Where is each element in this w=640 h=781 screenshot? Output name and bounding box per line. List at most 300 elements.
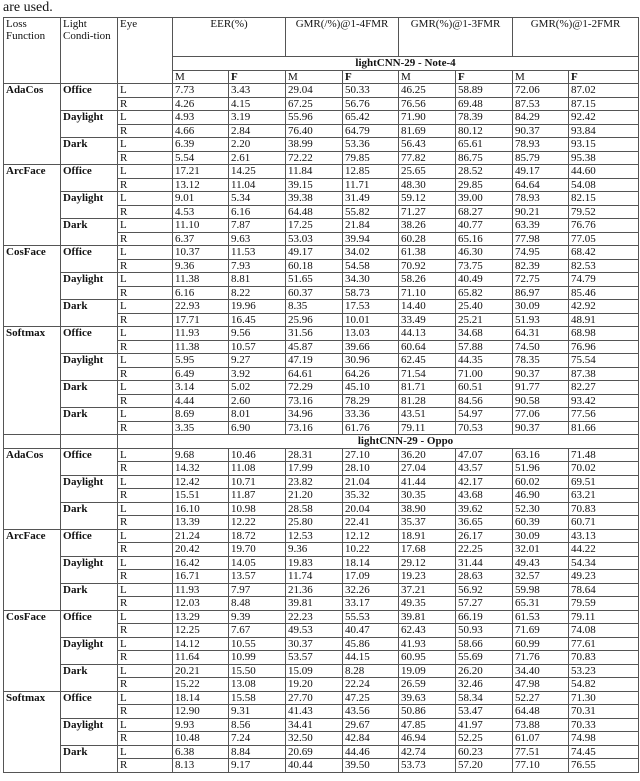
- value-cell: 71.00: [456, 367, 513, 381]
- value-cell: 86.97: [513, 286, 569, 300]
- value-cell: 11.08: [229, 462, 286, 476]
- value-cell: 31.56: [286, 327, 343, 341]
- value-cell: 7.24: [229, 732, 286, 746]
- header-gmr-1e-4: GMR(/%)@1-4FMR: [286, 18, 399, 57]
- value-cell: 9.27: [229, 354, 286, 368]
- light-condition-cell: Office: [61, 84, 118, 111]
- value-cell: 79.11: [569, 610, 639, 624]
- value-cell: 56.43: [399, 138, 456, 152]
- value-cell: 84.29: [513, 111, 569, 125]
- table-row: [4, 475, 639, 489]
- header-sex-f: F: [229, 70, 286, 84]
- value-cell: 78.93: [513, 138, 569, 152]
- light-condition-cell: Dark: [61, 138, 118, 165]
- value-cell: 68.98: [569, 327, 639, 341]
- value-cell: 12.90: [173, 705, 229, 719]
- value-cell: 22.41: [343, 516, 399, 530]
- value-cell: 77.98: [513, 232, 569, 246]
- value-cell: 41.93: [399, 637, 456, 651]
- value-cell: 7.93: [229, 259, 286, 273]
- value-cell: 11.10: [173, 219, 229, 233]
- value-cell: 17.21: [173, 165, 229, 179]
- value-cell: 47.25: [343, 691, 399, 705]
- value-cell: 2.61: [229, 151, 286, 165]
- value-cell: 66.19: [456, 610, 513, 624]
- light-condition-cell: Daylight: [61, 111, 118, 138]
- value-cell: 44.13: [399, 327, 456, 341]
- value-cell: 8.69: [173, 408, 229, 422]
- value-cell: 32.01: [513, 543, 569, 557]
- value-cell: 10.98: [229, 502, 286, 516]
- light-condition-cell: Daylight: [61, 637, 118, 664]
- value-cell: 81.69: [399, 124, 456, 138]
- table-row: [4, 408, 639, 422]
- value-cell: 25.65: [399, 165, 456, 179]
- value-cell: 32.26: [343, 583, 399, 597]
- value-cell: 10.46: [229, 448, 286, 462]
- value-cell: 25.80: [286, 516, 343, 530]
- eye-cell: L: [118, 111, 173, 125]
- value-cell: 10.57: [229, 340, 286, 354]
- value-cell: 60.37: [286, 286, 343, 300]
- value-cell: 32.46: [456, 678, 513, 692]
- light-condition-cell: Office: [61, 165, 118, 192]
- eye-cell: L: [118, 84, 173, 98]
- value-cell: 28.63: [456, 570, 513, 584]
- value-cell: 11.74: [286, 570, 343, 584]
- header-sex-m: M: [399, 70, 456, 84]
- value-cell: 49.53: [286, 624, 343, 638]
- value-cell: 46.25: [399, 84, 456, 98]
- value-cell: 51.96: [513, 462, 569, 476]
- loss-function-cell: AdaCos: [4, 84, 61, 165]
- value-cell: 70.31: [569, 705, 639, 719]
- value-cell: 79.52: [569, 205, 639, 219]
- value-cell: 9.39: [229, 610, 286, 624]
- value-cell: 15.50: [229, 664, 286, 678]
- section-title-note4: lightCNN-29 - Note-4: [173, 57, 639, 71]
- value-cell: 82.39: [513, 259, 569, 273]
- value-cell: 46.30: [456, 246, 513, 260]
- value-cell: 76.56: [399, 97, 456, 111]
- value-cell: 79.11: [399, 421, 456, 435]
- value-cell: 60.64: [399, 340, 456, 354]
- value-cell: 8.22: [229, 286, 286, 300]
- table-row: [4, 300, 639, 314]
- light-condition-cell: Office: [61, 529, 118, 556]
- eye-cell: L: [118, 192, 173, 206]
- value-cell: 39.62: [456, 502, 513, 516]
- value-cell: 12.03: [173, 597, 229, 611]
- value-cell: 22.24: [343, 678, 399, 692]
- value-cell: 58.26: [399, 273, 456, 287]
- value-cell: 33.17: [343, 597, 399, 611]
- empty-cell: [4, 435, 61, 449]
- value-cell: 56.76: [343, 97, 399, 111]
- value-cell: 32.57: [513, 570, 569, 584]
- eye-cell: L: [118, 637, 173, 651]
- value-cell: 12.12: [343, 529, 399, 543]
- value-cell: 51.65: [286, 273, 343, 287]
- value-cell: 10.99: [229, 651, 286, 665]
- value-cell: 55.82: [343, 205, 399, 219]
- light-condition-cell: Daylight: [61, 475, 118, 502]
- value-cell: 55.69: [456, 651, 513, 665]
- value-cell: 3.14: [173, 381, 229, 395]
- value-cell: 43.57: [456, 462, 513, 476]
- value-cell: 30.96: [343, 354, 399, 368]
- value-cell: 28.52: [456, 165, 513, 179]
- value-cell: 8.01: [229, 408, 286, 422]
- value-cell: 58.66: [456, 637, 513, 651]
- value-cell: 69.48: [456, 97, 513, 111]
- value-cell: 11.87: [229, 489, 286, 503]
- value-cell: 77.10: [513, 759, 569, 773]
- value-cell: 13.57: [229, 570, 286, 584]
- light-condition-cell: Office: [61, 448, 118, 475]
- value-cell: 70.53: [456, 421, 513, 435]
- value-cell: 80.12: [456, 124, 513, 138]
- value-cell: 82.53: [569, 259, 639, 273]
- header-eye: Eye: [118, 18, 173, 84]
- value-cell: 4.15: [229, 97, 286, 111]
- value-cell: 36.20: [399, 448, 456, 462]
- value-cell: 28.31: [286, 448, 343, 462]
- header-sex-f: F: [569, 70, 639, 84]
- value-cell: 19.23: [399, 570, 456, 584]
- value-cell: 53.03: [286, 232, 343, 246]
- value-cell: 15.58: [229, 691, 286, 705]
- eye-cell: L: [118, 583, 173, 597]
- value-cell: 72.06: [513, 84, 569, 98]
- value-cell: 78.64: [569, 583, 639, 597]
- value-cell: 14.40: [399, 300, 456, 314]
- value-cell: 3.35: [173, 421, 229, 435]
- value-cell: 72.29: [286, 381, 343, 395]
- value-cell: 60.95: [399, 651, 456, 665]
- empty-cell: [118, 435, 173, 449]
- value-cell: 58.89: [456, 84, 513, 98]
- value-cell: 49.35: [399, 597, 456, 611]
- value-cell: 27.10: [343, 448, 399, 462]
- eye-cell: R: [118, 394, 173, 408]
- value-cell: 79.59: [569, 597, 639, 611]
- value-cell: 29.67: [343, 718, 399, 732]
- value-cell: 34.68: [456, 327, 513, 341]
- value-cell: 17.71: [173, 313, 229, 327]
- value-cell: 64.48: [286, 205, 343, 219]
- value-cell: 57.20: [456, 759, 513, 773]
- value-cell: 50.93: [456, 624, 513, 638]
- value-cell: 86.75: [456, 151, 513, 165]
- value-cell: 67.25: [286, 97, 343, 111]
- value-cell: 40.77: [456, 219, 513, 233]
- table-row: [4, 583, 639, 597]
- value-cell: 53.36: [343, 138, 399, 152]
- light-condition-cell: Daylight: [61, 273, 118, 300]
- value-cell: 60.23: [456, 745, 513, 759]
- value-cell: 3.43: [229, 84, 286, 98]
- value-cell: 20.69: [286, 745, 343, 759]
- eye-cell: R: [118, 732, 173, 746]
- value-cell: 52.25: [456, 732, 513, 746]
- value-cell: 5.34: [229, 192, 286, 206]
- value-cell: 20.42: [173, 543, 229, 557]
- eye-cell: L: [118, 165, 173, 179]
- value-cell: 60.71: [569, 516, 639, 530]
- caption-text: are used.: [3, 0, 53, 15]
- value-cell: 60.51: [456, 381, 513, 395]
- loss-function-cell: CosFace: [4, 610, 61, 691]
- value-cell: 11.38: [173, 273, 229, 287]
- value-cell: 60.28: [399, 232, 456, 246]
- value-cell: 44.46: [343, 745, 399, 759]
- value-cell: 63.39: [513, 219, 569, 233]
- value-cell: 28.10: [343, 462, 399, 476]
- eye-cell: R: [118, 286, 173, 300]
- value-cell: 17.68: [399, 543, 456, 557]
- eye-cell: R: [118, 124, 173, 138]
- eye-cell: R: [118, 178, 173, 192]
- value-cell: 71.10: [399, 286, 456, 300]
- value-cell: 84.56: [456, 394, 513, 408]
- value-cell: 61.38: [399, 246, 456, 260]
- value-cell: 38.99: [286, 138, 343, 152]
- value-cell: 91.77: [513, 381, 569, 395]
- value-cell: 93.84: [569, 124, 639, 138]
- value-cell: 18.14: [343, 556, 399, 570]
- value-cell: 33.36: [343, 408, 399, 422]
- value-cell: 39.15: [286, 178, 343, 192]
- loss-function-cell: Softmax: [4, 327, 61, 435]
- value-cell: 39.00: [456, 192, 513, 206]
- value-cell: 77.51: [513, 745, 569, 759]
- value-cell: 19.83: [286, 556, 343, 570]
- light-condition-cell: Dark: [61, 408, 118, 435]
- value-cell: 8.13: [173, 759, 229, 773]
- light-condition-cell: Dark: [61, 381, 118, 408]
- value-cell: 61.53: [513, 610, 569, 624]
- eye-cell: L: [118, 381, 173, 395]
- value-cell: 93.42: [569, 394, 639, 408]
- value-cell: 90.58: [513, 394, 569, 408]
- value-cell: 40.44: [286, 759, 343, 773]
- value-cell: 36.65: [456, 516, 513, 530]
- value-cell: 17.09: [343, 570, 399, 584]
- eye-cell: L: [118, 691, 173, 705]
- value-cell: 92.42: [569, 111, 639, 125]
- value-cell: 6.16: [229, 205, 286, 219]
- value-cell: 39.66: [343, 340, 399, 354]
- value-cell: 72.75: [513, 273, 569, 287]
- table-row: [4, 529, 639, 543]
- value-cell: 60.39: [513, 516, 569, 530]
- value-cell: 82.27: [569, 381, 639, 395]
- light-condition-cell: Daylight: [61, 718, 118, 745]
- value-cell: 29.04: [286, 84, 343, 98]
- value-cell: 21.04: [343, 475, 399, 489]
- value-cell: 70.83: [569, 502, 639, 516]
- value-cell: 10.01: [343, 313, 399, 327]
- value-cell: 54.34: [569, 556, 639, 570]
- value-cell: 71.90: [399, 111, 456, 125]
- value-cell: 62.43: [399, 624, 456, 638]
- eye-cell: L: [118, 529, 173, 543]
- value-cell: 47.85: [399, 718, 456, 732]
- eye-cell: L: [118, 556, 173, 570]
- value-cell: 74.08: [569, 624, 639, 638]
- value-cell: 3.92: [229, 367, 286, 381]
- value-cell: 76.96: [569, 340, 639, 354]
- table-row: [4, 691, 639, 705]
- value-cell: 87.02: [569, 84, 639, 98]
- value-cell: 48.91: [569, 313, 639, 327]
- value-cell: 90.37: [513, 124, 569, 138]
- value-cell: 55.96: [286, 111, 343, 125]
- value-cell: 29.85: [456, 178, 513, 192]
- light-condition-cell: Office: [61, 327, 118, 354]
- value-cell: 2.60: [229, 394, 286, 408]
- eye-cell: L: [118, 448, 173, 462]
- value-cell: 60.99: [513, 637, 569, 651]
- table-row: [4, 448, 639, 462]
- value-cell: 60.02: [513, 475, 569, 489]
- value-cell: 78.93: [513, 192, 569, 206]
- value-cell: 48.30: [399, 178, 456, 192]
- value-cell: 64.31: [513, 327, 569, 341]
- value-cell: 46.90: [513, 489, 569, 503]
- value-cell: 9.68: [173, 448, 229, 462]
- value-cell: 9.17: [229, 759, 286, 773]
- value-cell: 7.97: [229, 583, 286, 597]
- value-cell: 12.22: [229, 516, 286, 530]
- value-cell: 15.51: [173, 489, 229, 503]
- light-condition-cell: Dark: [61, 664, 118, 691]
- value-cell: 5.54: [173, 151, 229, 165]
- value-cell: 19.20: [286, 678, 343, 692]
- eye-cell: L: [118, 354, 173, 368]
- value-cell: 6.90: [229, 421, 286, 435]
- value-cell: 8.81: [229, 273, 286, 287]
- value-cell: 8.28: [343, 664, 399, 678]
- value-cell: 8.48: [229, 597, 286, 611]
- value-cell: 50.33: [343, 84, 399, 98]
- value-cell: 21.84: [343, 219, 399, 233]
- value-cell: 85.46: [569, 286, 639, 300]
- value-cell: 17.25: [286, 219, 343, 233]
- value-cell: 4.66: [173, 124, 229, 138]
- value-cell: 68.42: [569, 246, 639, 260]
- value-cell: 9.36: [173, 259, 229, 273]
- value-cell: 43.56: [343, 705, 399, 719]
- eye-cell: R: [118, 313, 173, 327]
- value-cell: 58.73: [343, 286, 399, 300]
- value-cell: 72.22: [286, 151, 343, 165]
- value-cell: 30.37: [286, 637, 343, 651]
- eye-cell: L: [118, 718, 173, 732]
- value-cell: 14.32: [173, 462, 229, 476]
- value-cell: 87.38: [569, 367, 639, 381]
- eye-cell: L: [118, 246, 173, 260]
- value-cell: 39.81: [399, 610, 456, 624]
- value-cell: 61.07: [513, 732, 569, 746]
- value-cell: 8.35: [286, 300, 343, 314]
- eye-cell: R: [118, 543, 173, 557]
- value-cell: 54.97: [456, 408, 513, 422]
- results-table: [3, 17, 639, 773]
- eye-cell: R: [118, 97, 173, 111]
- light-condition-cell: Office: [61, 246, 118, 273]
- value-cell: 32.50: [286, 732, 343, 746]
- value-cell: 31.49: [343, 192, 399, 206]
- value-cell: 42.17: [456, 475, 513, 489]
- value-cell: 29.12: [399, 556, 456, 570]
- eye-cell: R: [118, 232, 173, 246]
- table-row: [4, 745, 639, 759]
- value-cell: 90.21: [513, 205, 569, 219]
- value-cell: 53.57: [286, 651, 343, 665]
- value-cell: 13.03: [343, 327, 399, 341]
- value-cell: 71.30: [569, 691, 639, 705]
- value-cell: 74.79: [569, 273, 639, 287]
- value-cell: 47.07: [456, 448, 513, 462]
- value-cell: 44.35: [456, 354, 513, 368]
- value-cell: 42.74: [399, 745, 456, 759]
- table-row: [4, 381, 639, 395]
- value-cell: 7.87: [229, 219, 286, 233]
- table-row: [4, 246, 639, 260]
- value-cell: 18.91: [399, 529, 456, 543]
- value-cell: 57.88: [456, 340, 513, 354]
- value-cell: 45.10: [343, 381, 399, 395]
- value-cell: 58.34: [456, 691, 513, 705]
- value-cell: 70.02: [569, 462, 639, 476]
- value-cell: 41.44: [399, 475, 456, 489]
- section-row: [4, 435, 639, 449]
- value-cell: 64.26: [343, 367, 399, 381]
- value-cell: 73.75: [456, 259, 513, 273]
- value-cell: 63.21: [569, 489, 639, 503]
- value-cell: 11.84: [286, 165, 343, 179]
- value-cell: 78.35: [513, 354, 569, 368]
- value-cell: 39.50: [343, 759, 399, 773]
- value-cell: 79.85: [343, 151, 399, 165]
- value-cell: 41.43: [286, 705, 343, 719]
- value-cell: 70.92: [399, 259, 456, 273]
- value-cell: 65.61: [456, 138, 513, 152]
- value-cell: 11.53: [229, 246, 286, 260]
- value-cell: 41.97: [456, 718, 513, 732]
- value-cell: 71.48: [569, 448, 639, 462]
- value-cell: 14.12: [173, 637, 229, 651]
- value-cell: 25.21: [456, 313, 513, 327]
- value-cell: 22.25: [456, 543, 513, 557]
- value-cell: 4.26: [173, 97, 229, 111]
- header-loss-function: Loss Function: [4, 18, 61, 84]
- value-cell: 11.93: [173, 327, 229, 341]
- value-cell: 54.08: [569, 178, 639, 192]
- value-cell: 35.32: [343, 489, 399, 503]
- value-cell: 71.69: [513, 624, 569, 638]
- value-cell: 51.93: [513, 313, 569, 327]
- eye-cell: R: [118, 624, 173, 638]
- value-cell: 63.16: [513, 448, 569, 462]
- loss-function-cell: ArcFace: [4, 165, 61, 246]
- eye-cell: L: [118, 610, 173, 624]
- value-cell: 21.24: [173, 529, 229, 543]
- value-cell: 65.16: [456, 232, 513, 246]
- value-cell: 5.02: [229, 381, 286, 395]
